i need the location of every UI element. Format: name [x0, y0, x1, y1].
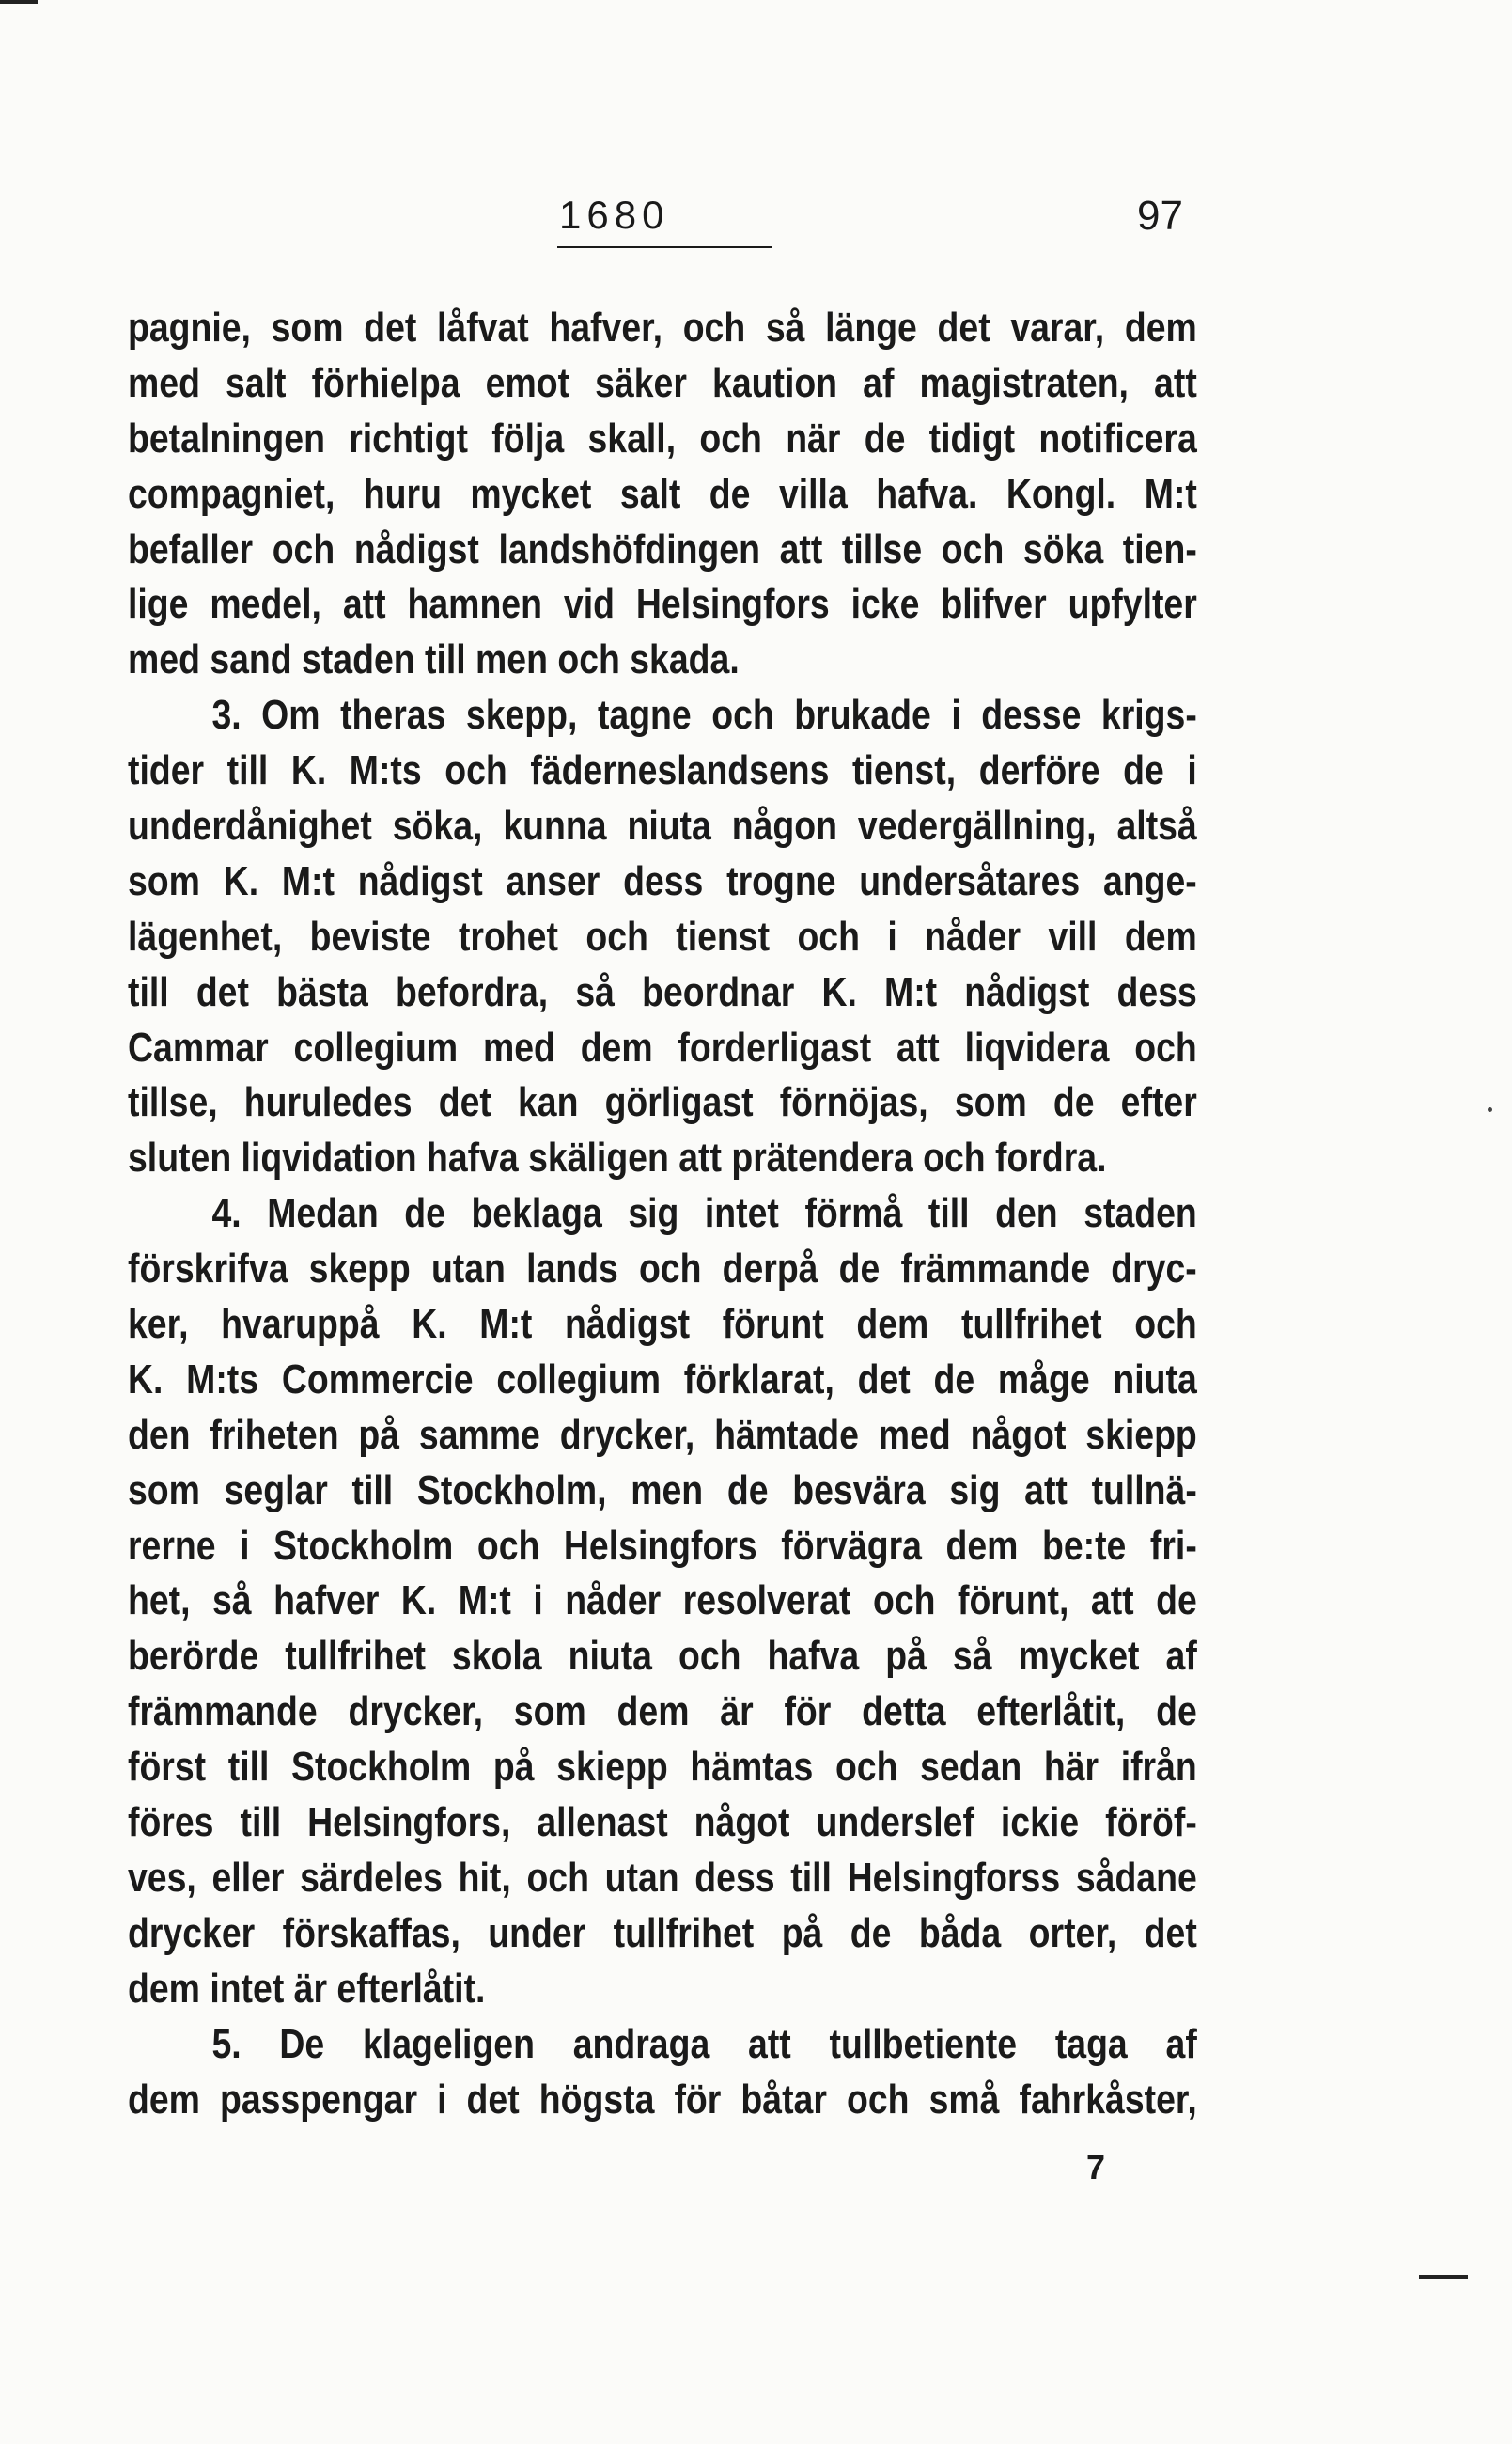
text-line: sluten liqvidation hafva skäligen att prätendera och fordra.: [128, 1136, 1107, 1182]
text-line: Cammar collegium med dem forderligast att liqvidera och: [128, 1025, 1197, 1071]
text-line: befaller och nådigst landshöfdingen att tillse och söka tien-: [128, 526, 1197, 572]
text-line: tider till K. M:ts och fäderneslandsens tienst, derföre de i: [128, 748, 1197, 794]
corner-scan-mark: [0, 0, 38, 4]
text-line: ves, eller särdeles hit, och utan dess till Helsingforss sådane: [128, 1855, 1197, 1901]
text-line: pagnie, som det låfvat hafver, och så länge det varar, dem: [128, 306, 1197, 351]
text-line: drycker förskaffas, under tullfrihet på de båda orter, det: [128, 1910, 1197, 1956]
text-line: betalningen richtigt följa skall, och när de tidigt notificera: [128, 415, 1197, 462]
paragraph-4-start: 4. Medan de beklaga sig intet förmå till den staden: [211, 1191, 1197, 1237]
paragraph-5-start: 5. De klageligen andraga att tullbetiente taga af: [211, 2021, 1197, 2067]
text-line: den friheten på samme drycker, hämtade med något skiepp: [128, 1412, 1197, 1458]
text-line: främmande drycker, som dem är för detta efterlåtit, de: [128, 1689, 1197, 1735]
text-line: underdånighet söka, kunna niuta någon vedergällning, altså: [128, 804, 1197, 850]
text-line: K. M:ts Commercie collegium förklarat, det de måge niuta: [128, 1356, 1197, 1402]
text-line: först till Stockholm på skiepp hämtas och sedan här ifrån: [128, 1745, 1197, 1791]
text-line: med sand staden till men och skada.: [128, 637, 740, 683]
text-line: föres till Helsingfors, allenast något underslef ickie föröf-: [128, 1800, 1197, 1846]
page-number: 97: [1137, 193, 1183, 239]
margin-dot: [1488, 1107, 1492, 1112]
text-line: lägenhet, beviste trohet och tienst och i nåder vill dem: [128, 914, 1197, 960]
running-header-year: 1680: [559, 193, 670, 237]
signature-mark: 7: [1086, 2148, 1106, 2186]
text-line: rerne i Stockholm och Helsingfors förvägra dem be:te fri-: [128, 1523, 1197, 1569]
text-line: tillse, huruledes det kan görligast förnöjas, som de efter: [128, 1080, 1197, 1126]
text-line: het, så hafver K. M:t i nåder resolverat och förunt, att de: [128, 1578, 1197, 1624]
text-line: compagniet, huru mycket salt de villa hafva. Kongl. M:t: [128, 471, 1197, 517]
text-line: till det bästa befordra, så beordnar K. M:t nådigst dess: [128, 969, 1197, 1015]
paragraph-3-start: 3. Om theras skepp, tagne och brukade i desse krigs-: [211, 693, 1197, 739]
text-line: ker, hvaruppå K. M:t nådigst förunt dem tullfrihet och: [128, 1302, 1197, 1348]
body-text: [128, 301, 1197, 2127]
text-line: som seglar till Stockholm, men de besvära sig att tullnä-: [128, 1467, 1197, 1513]
text-line: lige medel, att hamnen vid Helsingfors icke blifver upfylter: [128, 582, 1197, 628]
text-line: dem passpengar i det högsta för båtar och små fahrkåster,: [128, 2076, 1197, 2123]
header-underline: [557, 246, 772, 248]
text-line: förskrifva skepp utan lands och derpå de främmande dryc-: [128, 1246, 1197, 1292]
text-line: berörde tullfrihet skola niuta och hafva på så mycket af: [128, 1634, 1197, 1680]
text-line: som K. M:t nådigst anser dess trogne undersåtares ange-: [128, 858, 1197, 904]
text-line: dem intet är efterlåtit.: [128, 1966, 486, 2012]
margin-dash: [1419, 2275, 1468, 2279]
text-line: med salt förhielpa emot säker kaution af magistraten, att: [128, 360, 1197, 406]
